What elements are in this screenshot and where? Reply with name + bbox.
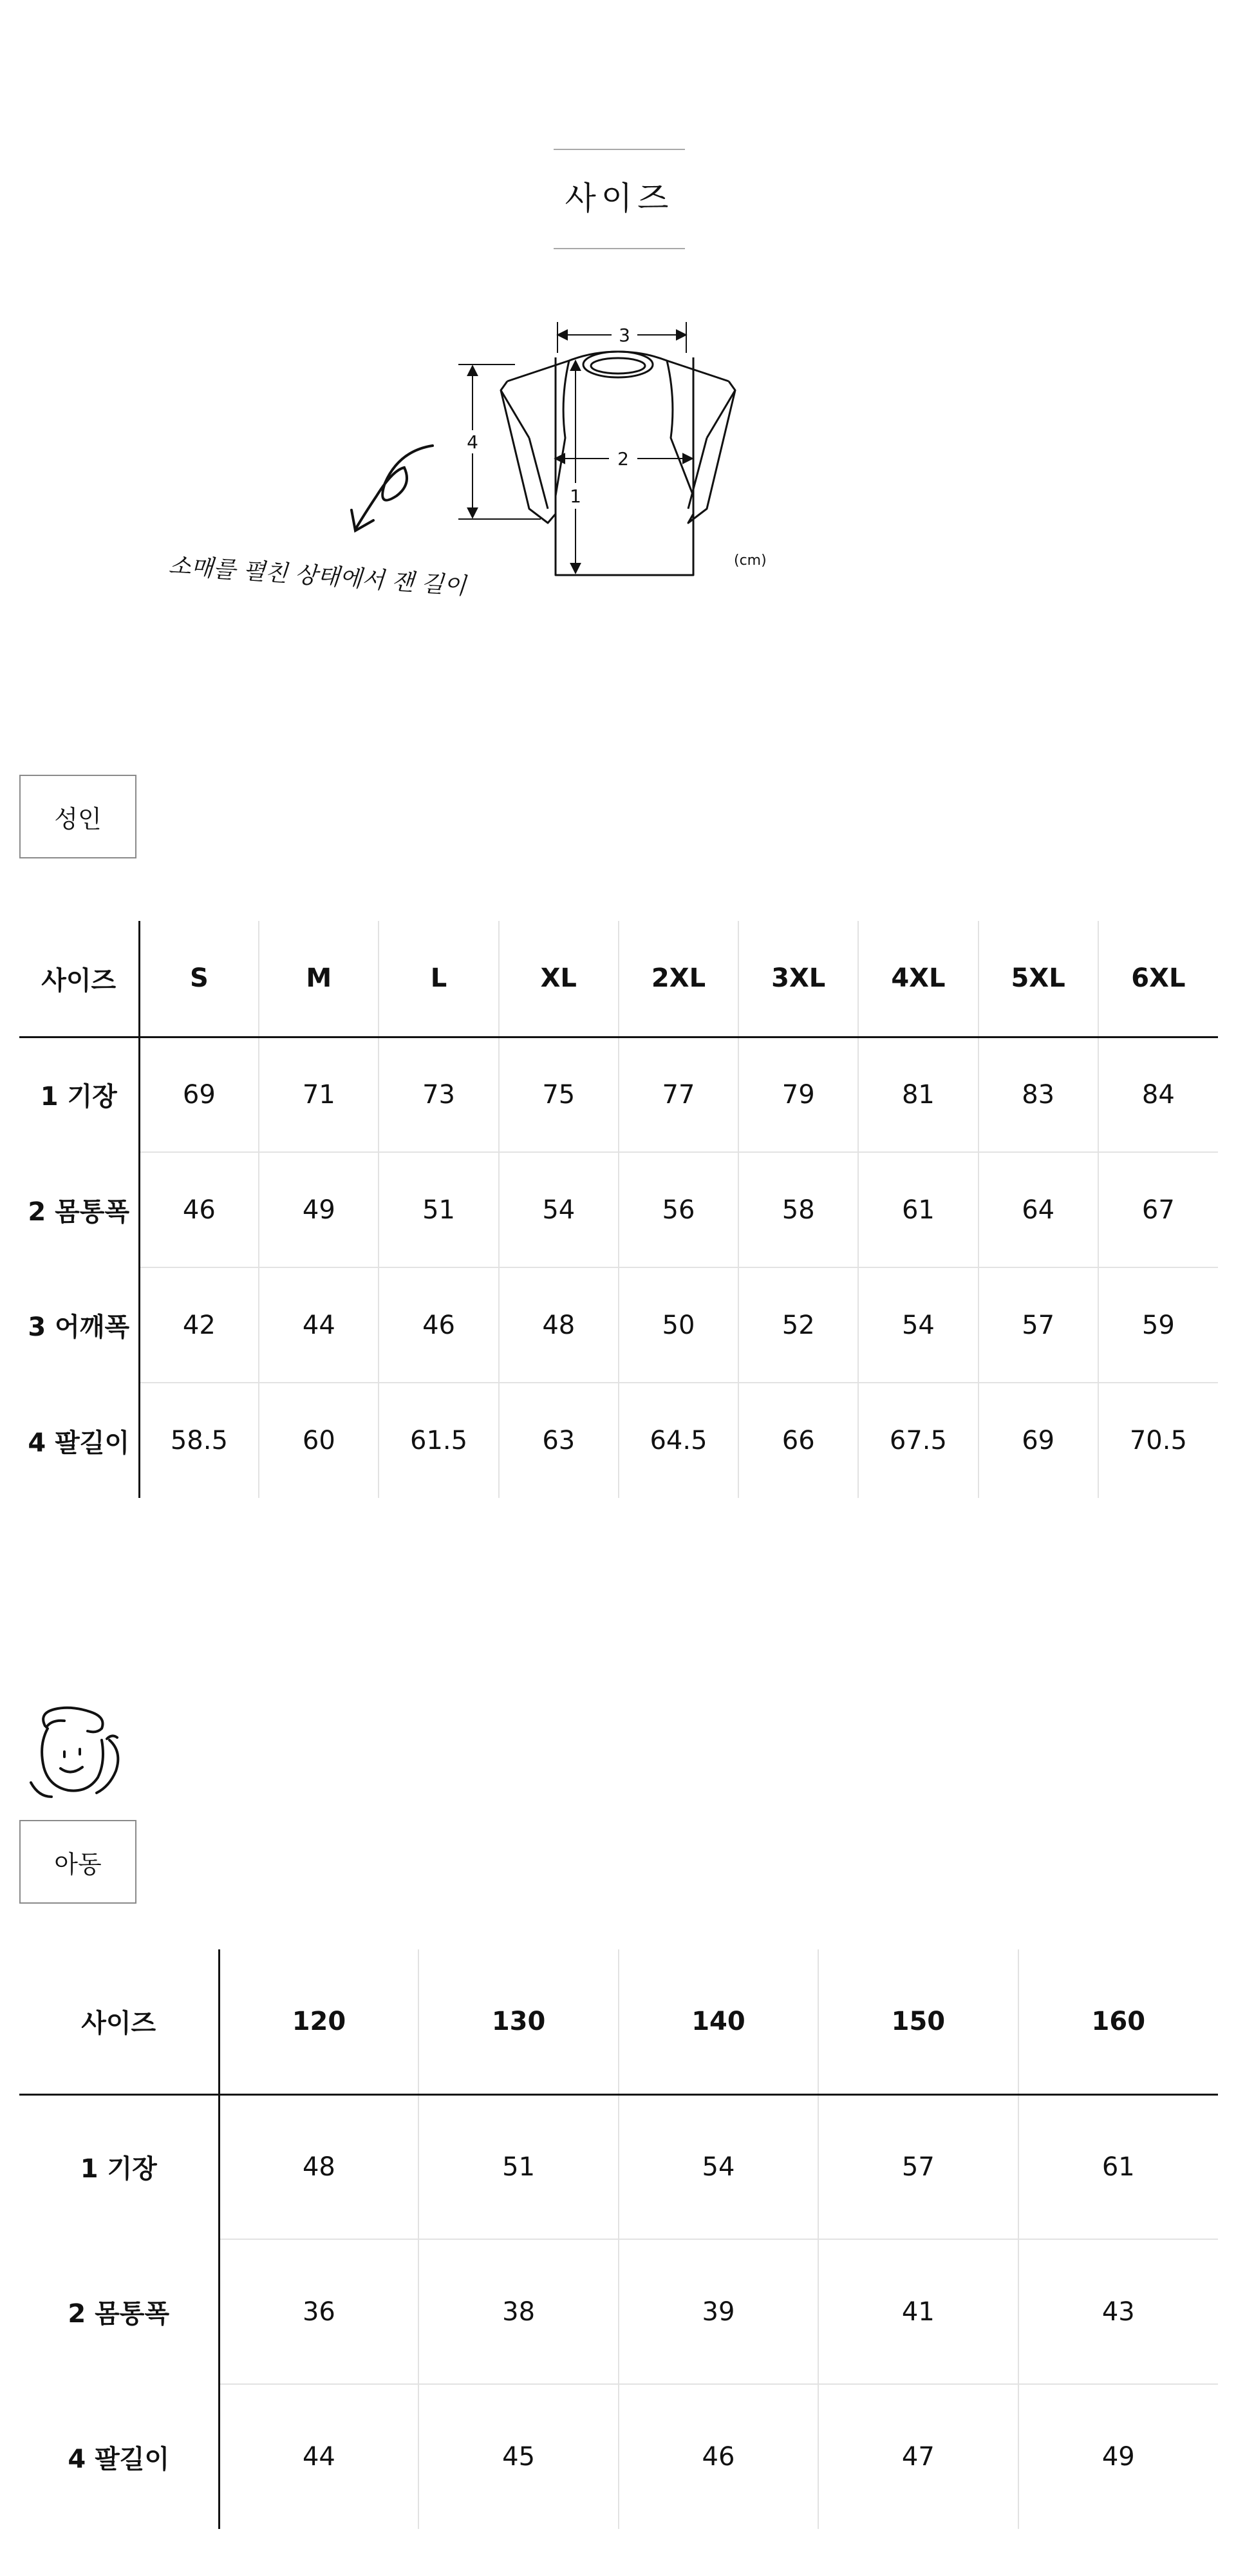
header-cell: 4XL [858, 921, 978, 1037]
table-cell: 67.5 [858, 1383, 978, 1498]
table-row [19, 1383, 1218, 1498]
table-cell: 64 [979, 1152, 1098, 1267]
table-cell: 56 [619, 1152, 738, 1267]
table-cell: 83 [979, 1037, 1098, 1152]
header-cell: 130 [418, 1949, 618, 2094]
curly-arrow-icon [351, 446, 433, 531]
table-cell: 75 [499, 1037, 619, 1152]
table-cell: 61 [858, 1152, 978, 1267]
row-label: 2 몸통폭 [19, 2239, 219, 2384]
table-header-row [19, 1949, 1218, 2094]
table-cell: 54 [499, 1152, 619, 1267]
table-header-row [19, 921, 1218, 1037]
kids-section-badge: 아동 [19, 1820, 136, 1904]
table-cell: 52 [738, 1267, 858, 1383]
header-cell: 160 [1018, 1949, 1218, 2094]
table-cell: 73 [379, 1037, 498, 1152]
table-cell: 49 [1101, 2442, 1135, 2472]
diagram-note: 소매를 펼친 상태에서 잰 길이 [167, 553, 467, 600]
header-cell: 5XL [979, 921, 1098, 1037]
shirt-collar-inner [591, 358, 645, 374]
table-cell: 41 [818, 2239, 1018, 2384]
table-cell: 71 [259, 1037, 379, 1152]
table-cell: 59 [1098, 1267, 1218, 1383]
table-cell: 57 [818, 2094, 1018, 2239]
header-cell: L [379, 921, 498, 1037]
adult-size-table [19, 921, 1218, 1498]
row-label: 4 팔길이 [19, 1383, 139, 1498]
table-cell: 69 [139, 1037, 259, 1152]
adult-section-badge: 성인 [19, 775, 136, 858]
header-cell: M [259, 921, 379, 1037]
page-title: 사이즈 [565, 180, 674, 217]
table-cell: 81 [858, 1037, 978, 1152]
table-cell: 42 [139, 1267, 259, 1383]
table-cell: 57 [979, 1267, 1098, 1383]
header-cell: 6XL [1098, 921, 1218, 1037]
table-cell: 46 [379, 1267, 498, 1383]
table-row [19, 1267, 1218, 1383]
header-cell: 3XL [738, 921, 858, 1037]
table-row [19, 2239, 1218, 2384]
table-cell: 77 [619, 1037, 738, 1152]
mascot-face-icon [26, 1700, 135, 1803]
header-cell: S [139, 921, 259, 1037]
table-cell: 79 [738, 1037, 858, 1152]
shirt-measurement-diagram [0, 0, 1236, 644]
row-label: 1 기장 [19, 2094, 219, 2239]
table-cell: 36 [219, 2239, 418, 2384]
table-cell: 54 [858, 1267, 978, 1383]
table-row [19, 2094, 1218, 2239]
header-cell: 사이즈 [19, 1949, 219, 2094]
table-cell: 39 [619, 2239, 818, 2384]
table-cell: 48 [219, 2094, 418, 2239]
table-cell: 48 [499, 1267, 619, 1383]
table-cell: 63 [499, 1383, 619, 1498]
table-row [19, 1152, 1218, 1267]
dimension-label-3: 3 [619, 325, 630, 346]
row-label: 4 팔길이 [19, 2384, 219, 2529]
table-cell: 61.5 [379, 1383, 498, 1498]
table-cell: 67 [1098, 1152, 1218, 1267]
table-cell: 45 [418, 2384, 618, 2529]
header-cell: 사이즈 [19, 921, 139, 1037]
table-cell: 58.5 [139, 1383, 259, 1498]
kids-size-table [19, 1949, 1218, 2529]
table-row [19, 1037, 1218, 1152]
header-cell: 140 [619, 1949, 818, 2094]
shirt-right-sleeve [667, 361, 735, 523]
table-cell: 49 [259, 1152, 379, 1267]
shirt-left-sleeve [501, 361, 569, 523]
table-cell: 66 [738, 1383, 858, 1498]
table-cell: 44 [219, 2384, 418, 2529]
table-cell: 43 [1018, 2239, 1218, 2384]
table-cell: 50 [619, 1267, 738, 1383]
table-cell: 38 [418, 2239, 618, 2384]
table-cell: 51 [379, 1152, 498, 1267]
row-label: 3 어깨폭 [19, 1267, 139, 1383]
unit-label: (cm) [734, 553, 767, 569]
dimension-label-1: 1 [570, 486, 581, 507]
table-cell: 60 [259, 1383, 379, 1498]
table-cell: 47 [818, 2384, 1018, 2529]
table-cell: 54 [619, 2094, 818, 2239]
table-row [19, 2384, 1218, 2529]
dimension-label-4: 4 [467, 431, 478, 453]
row-label: 1 기장 [19, 1037, 139, 1152]
table-cell: 46 [139, 1152, 259, 1267]
table-cell: 58 [738, 1152, 858, 1267]
row-label: 2 몸통폭 [19, 1152, 139, 1267]
table-cell: 84 [1098, 1037, 1218, 1152]
table-cell: 51 [418, 2094, 618, 2239]
table-cell: 61 [1018, 2094, 1218, 2239]
header-cell: XL [499, 921, 619, 1037]
header-cell: 150 [818, 1949, 1018, 2094]
header-cell: 2XL [619, 921, 738, 1037]
header-cell: 120 [219, 1949, 418, 2094]
dimension-label-2: 2 [617, 448, 629, 469]
table-cell: 46 [619, 2384, 818, 2529]
table-cell: 69 [979, 1383, 1098, 1498]
table-cell: 64.5 [619, 1383, 738, 1498]
table-cell: 70.5 [1129, 1426, 1187, 1455]
table-cell: 44 [259, 1267, 379, 1383]
